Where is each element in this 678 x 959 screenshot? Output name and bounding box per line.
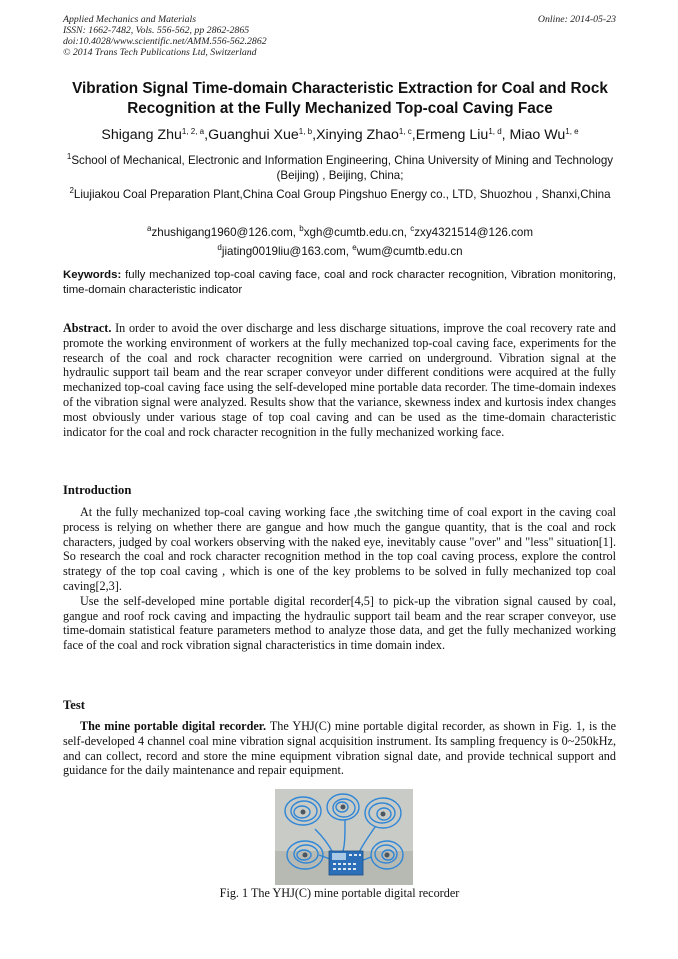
email-b[interactable]: xgh@cumtb.edu.cn, [303, 226, 407, 239]
intro-paragraph-2: Use the self-developed mine portable digital recorder[4,5] to pick-up the vibration signal caused by coal, gangue and roof rock caving and impacting the hydraulic support tail beam and the rear scraper conveyor, use time-domain statistical feature parameters method to analyze those data, and get the fully mechanized working face of the coal and rock vibration signal characteristics in time domain index. [63, 593, 616, 653]
doi-line: doi:10.4028/www.scientific.net/AMM.556-562.2862 [63, 36, 267, 47]
affiliation-sup: 1 [66, 152, 72, 161]
email-line-1: $^a$zhushigang1960@126.com, $^b$xgh@cumtb.edu.cn, $^c$zxy4321514@126.com [147, 224, 533, 239]
test-body [63, 719, 616, 778]
heading-introduction: Introduction [63, 483, 132, 497]
test-paragraph [63, 719, 616, 778]
email-d[interactable]: jiating0019liu@163.com, [221, 245, 350, 258]
affiliation-sup: 2 [69, 186, 74, 195]
author-list: Shigang Zhu$^{1, 2, a}$,Guanghui Xue$^{1, b}$,Xinying Zhao$^{1, c}$,Ermeng Liu$^{1, d}$, Miao Wu$^{1, e}$ [101, 127, 579, 143]
author-name: Miao Wu [509, 127, 566, 143]
affiliation-1 [66, 149, 614, 183]
online-date: Online: 2014-05-23 [537, 14, 616, 25]
author-sup: 1, c [398, 127, 412, 136]
author-name: Ermeng Liu [415, 127, 489, 143]
affiliation-text: School of Mechanical, Electronic and Information Engineering, China University of Mining and Technology (Beijing) , Beijing, China; [71, 154, 614, 182]
author-name: Shigang Zhu [101, 127, 182, 143]
test-text: The YHJ(C) mine portable digital recorder, as shown in Fig. 1, is the self-developed 4 channel coal mine vibration signal acquisition instrument. Its sampling frequency is 0~250kHz, and can collect, record and store the mine equipment vibration signal date, and provide technical support and guidance for the daily maintenance and repair equipment. [63, 719, 616, 778]
keywords [63, 268, 616, 298]
email-e[interactable]: wum@cumtb.edu.cn [356, 245, 463, 258]
author-sup: 1, 2, a [181, 127, 205, 136]
running-header [63, 14, 616, 58]
test-lead: The mine portable digital recorder. [80, 719, 267, 733]
heading-test: Test [63, 698, 85, 712]
recorder-photo [275, 789, 413, 885]
issn-line: ISSN: 1662-7482, Vols. 556-562, pp 2862-2865 [63, 25, 250, 36]
copyright-line: © 2014 Trans Tech Publications Ltd, Switzerland [63, 47, 257, 58]
figure-caption: Fig. 1 The YHJ(C) mine portable digital recorder [219, 886, 460, 900]
email-block [66, 221, 614, 259]
abstract-text: In order to avoid the over discharge and less discharge situations, improve the coal recovery rate and promote the working environment of workers at the fully mechanized top-coal caving face, experiments for the research of the coal and rock character recognition were carried on underground. Vibration signal at the hydraulic support tail beam and the rear scraper conveyor under different conditions were acquired at the fully mechanized top-coal caving face using the self-developed mine portable data recorder. The time-domain indexes of the vibration signal were analyzed. Results show that the variance, skewness index and kurtosis index changes most obviously under various stage of top coal caving and can be used as the time-domain characteristic indicator for the coal and rock character recognition in the fully mechanized working face. [63, 321, 617, 439]
journal-name: Applied Mechanics and Materials [63, 14, 197, 25]
author-name: Xinying Zhao [316, 127, 399, 143]
introduction-body [63, 505, 616, 653]
email-a[interactable]: zhushigang1960@126.com, [151, 226, 297, 239]
paper-title: Vibration Signal Time-domain Characteristic Extraction for Coal and Rock Recognition at the Fully Mechanized Top-coal Caving Face [72, 80, 608, 117]
email-line-2: $^d$jiating0019liu@163.com, $^e$wum@cumtb.edu.cn [217, 243, 463, 258]
intro-paragraph-1: At the fully mechanized top-coal caving working face ,the switching time of coal export in the caving coal process is relying on whether there are gangue and how much the gangue quantity, that is the coal and rock characters, judged by coal workers observing with the naked eye, inevitably cause "over" and "less" situation[1]. So research the coal and rock character recognition method in the top coal caving process, explore the control strategy of the top coal caving , which is one of the key problems to be solved in fully mechanized top coal caving[2,3]. [63, 505, 616, 593]
author-sup: 1, b [298, 127, 313, 136]
author-sup: 1, e [565, 127, 579, 136]
affiliation-text: Liujiakou Coal Preparation Plant,China Coal Group Pingshuo Energy co., LTD, Shuozhou , Shanxi,China [73, 188, 611, 201]
abstract [63, 321, 616, 439]
email-c[interactable]: zxy4321514@126.com [414, 226, 533, 239]
affiliation-2 [66, 183, 614, 202]
abstract-label: Abstract. [63, 321, 112, 335]
author-name: Guanghui Xue [208, 127, 299, 143]
keywords-text: fully mechanized top-coal caving face, coal and rock character recognition, Vibration monitoring, time-domain characteristic indicator [63, 269, 616, 296]
keywords-label: Keywords: [63, 269, 122, 281]
author-sup: 1, d [488, 127, 502, 136]
